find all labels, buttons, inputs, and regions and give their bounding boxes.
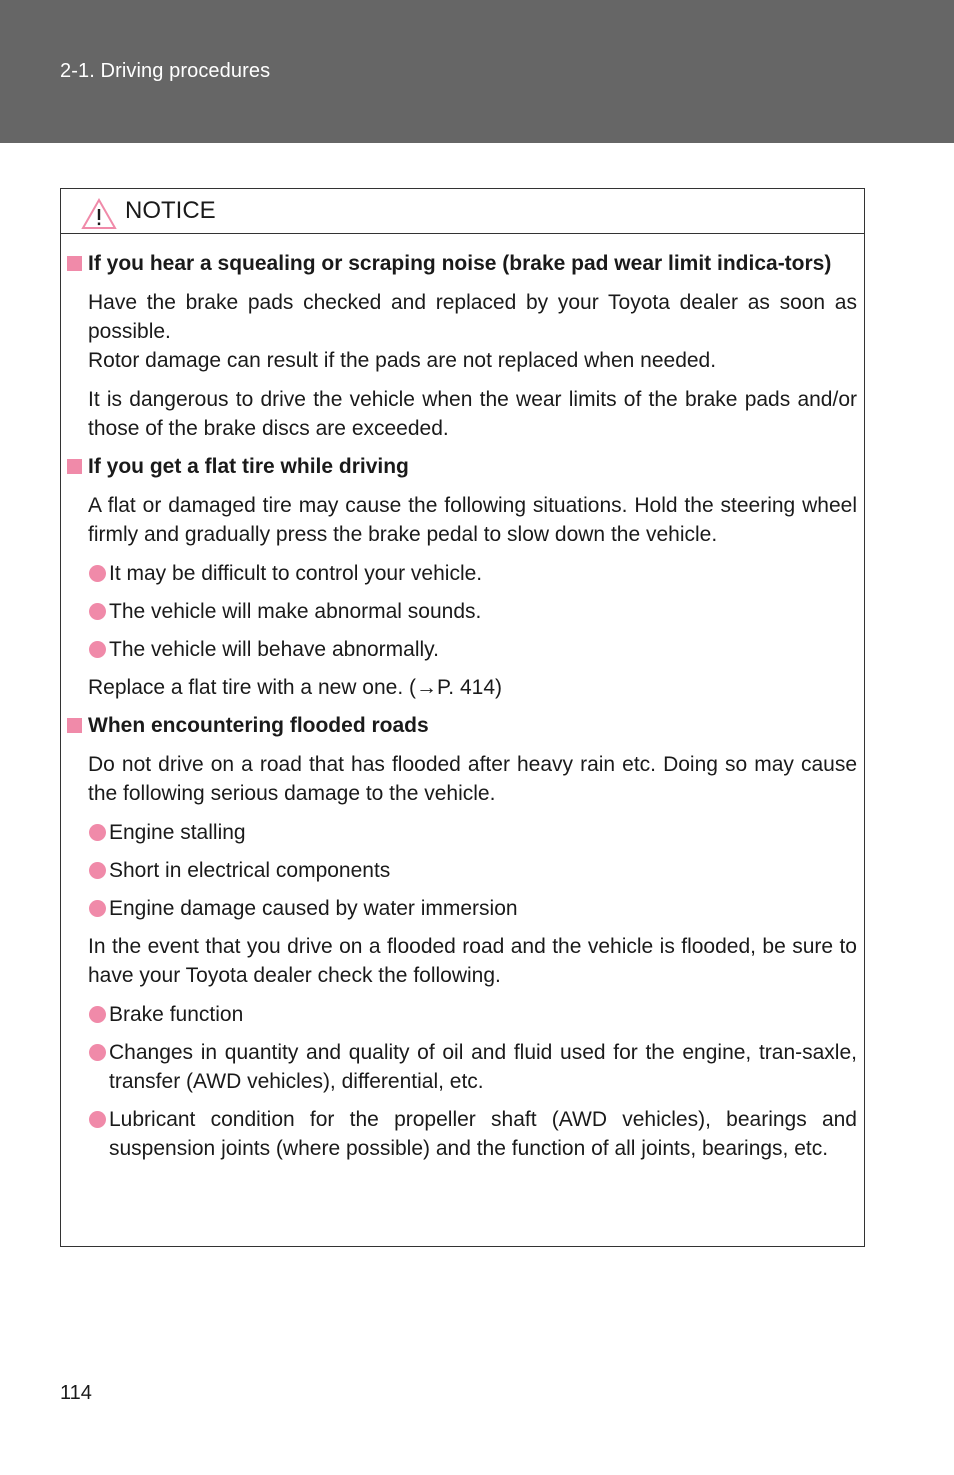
section-heading-flooded-roads: When encountering flooded roads	[67, 712, 857, 740]
page-number: 114	[60, 1382, 92, 1404]
list-item: Short in electrical components	[67, 856, 857, 885]
paragraph: Replace a flat tire with a new one. (→P. 414)	[88, 676, 503, 699]
square-bullet-icon	[67, 256, 82, 271]
notice-body	[67, 250, 857, 1172]
paragraph: It is dangerous to drive the vehicle when the wear limits of the brake pads and/or those of the brake discs are exceeded.	[88, 388, 857, 440]
notice-header	[61, 189, 864, 234]
circle-bullet-icon	[89, 862, 106, 879]
list-item: Engine stalling	[67, 818, 857, 847]
section-title: 2-1. Driving procedures	[60, 60, 271, 82]
notice-title: NOTICE	[125, 197, 216, 224]
circle-bullet-icon	[89, 1111, 106, 1128]
circle-bullet-icon	[89, 603, 106, 620]
paragraph: Do not drive on a road that has flooded after heavy rain etc. Doing so may cause the following serious damage to the vehicle.	[88, 753, 857, 805]
page-header-band	[0, 0, 954, 143]
list-item: Lubricant condition for the propeller shaft (AWD vehicles), bearings and suspension joints (where possible) and the function of all joints, bearings, etc.	[67, 1105, 857, 1163]
paragraph: In the event that you drive on a flooded road and the vehicle is flooded, be sure to have your Toyota dealer check the following.	[88, 935, 857, 987]
circle-bullet-icon	[89, 824, 106, 841]
square-bullet-icon	[67, 459, 82, 474]
circle-bullet-icon	[89, 900, 106, 917]
section-heading-brake-noise: If you hear a squealing or scraping noise (brake pad wear limit indica-tors)	[67, 250, 857, 278]
list-item: The vehicle will behave abnormally.	[67, 635, 857, 664]
section-heading-flat-tire: If you get a flat tire while driving	[67, 453, 857, 481]
square-bullet-icon	[67, 718, 82, 733]
circle-bullet-icon	[89, 565, 106, 582]
circle-bullet-icon	[89, 641, 106, 658]
list-item: Brake function	[67, 1000, 857, 1029]
paragraph: A flat or damaged tire may cause the following situations. Hold the steering wheel firmly and gradually press the brake pedal to slow down the vehicle.	[88, 494, 857, 546]
notice-box	[60, 188, 865, 1247]
paragraph: Have the brake pads checked and replaced by your Toyota dealer as soon as possible. Rotor damage can result if the pads are not replaced when needed.	[88, 291, 857, 372]
circle-bullet-icon	[89, 1044, 106, 1061]
warning-triangle-icon	[81, 198, 117, 230]
circle-bullet-icon	[89, 1006, 106, 1023]
list-item: Engine damage caused by water immersion	[67, 894, 857, 923]
list-item: It may be difficult to control your vehicle.	[67, 559, 857, 588]
list-item: The vehicle will make abnormal sounds.	[67, 597, 857, 626]
list-item: Changes in quantity and quality of oil and fluid used for the engine, tran-saxle, transfer (AWD vehicles), differential, etc.	[67, 1038, 857, 1096]
